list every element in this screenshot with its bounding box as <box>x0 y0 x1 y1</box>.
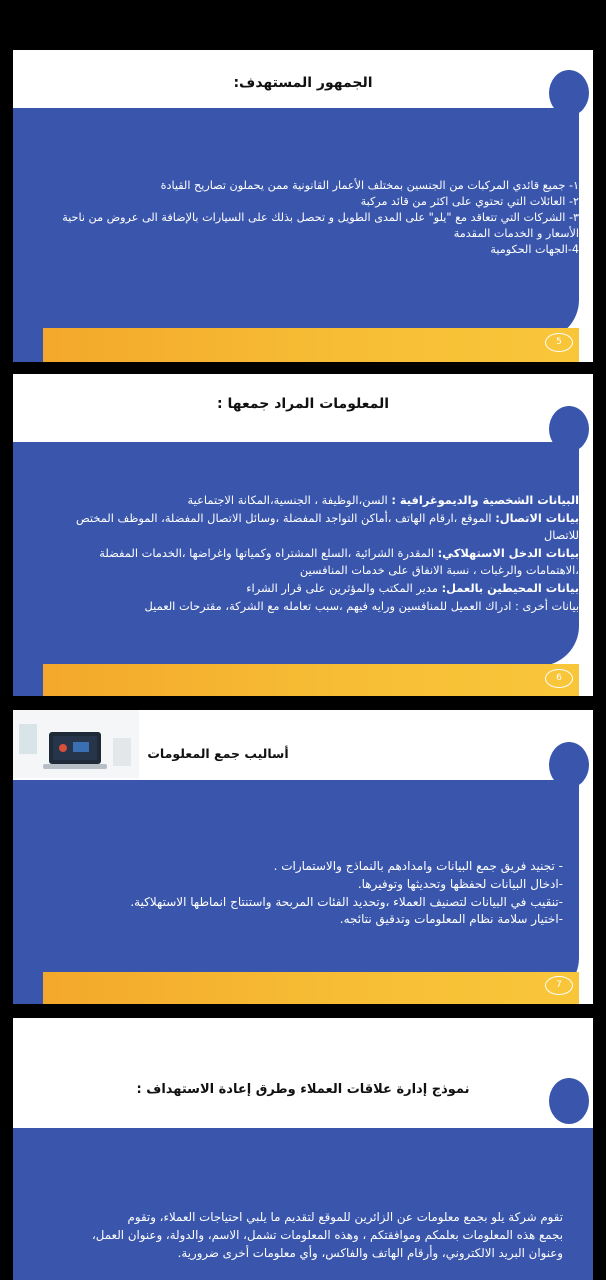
slide-body <box>53 858 563 929</box>
list-item: -تنقيب في البيانات لتصنيف العملاء ،وتحديد الفئات المربحة واستنتاج انماطها الاستهلاكية. <box>130 894 563 909</box>
slide-crm-model <box>13 1018 593 1280</box>
left-bar <box>13 636 43 696</box>
slide-title: المعلومات المراد جمعها : <box>216 396 390 412</box>
list-item: وعنوان البريد الالكتروني، وأرقام الهاتف والفاكس، وأي معلومات أخرى ضرورية. <box>177 1246 563 1260</box>
slide-info-to-collect <box>13 374 593 696</box>
list-item: البيانات الشخصية والديموغرافية : السن،الوظيفة ، الجنسية،المكانة الاجتماعية <box>187 493 579 507</box>
slide-collection-methods: أساليب جمع المعلومات - تجنيد فريق جمع البيانات وامدادهم بالنماذج والاستمارات . -ادخال البيانات لحفظها وتحديثها وتوفيرها. -تنقيب في البيانات لتصنيف العملاء ،وتحديد الفئات المربحة واستنتاج انماطها الاستهلاكية. -اختيار سلامة نظام المعلومات وتدقيق نتائجه. 7 <box>13 710 593 1004</box>
list-item: بيانات أخرى : ادراك العميل للمنافسين ورايه فيهم ،سبب تعامله مع الشركة، مقترحات العميل <box>144 598 579 613</box>
slide-body <box>53 492 579 615</box>
list-item: ٣- الشركات التي تتعاقد مع "يلو" على المدى الطويل و تحصل بذلك على السيارات بالإضافة الى عروض من ناحية الأسعار و الخدمات المقدمة <box>62 211 579 240</box>
page-number: 5 <box>545 333 573 352</box>
left-bar <box>13 950 43 1004</box>
list-item: -اختيار سلامة نظام المعلومات وتدقيق نتائجه. <box>339 912 563 927</box>
corner-blob-icon <box>549 1078 589 1124</box>
list-item: ١- جميع قائدي المركبات من الجنسين بمختلف الأعمار القانونية ممن يحملون تصاريح القيادة <box>160 179 579 192</box>
slide-title: نموذج إدارة علاقات العملاء وطرق إعادة الاستهداف : <box>136 1082 470 1097</box>
list-item: تقوم شركة يلو بجمع معلومات عن الزائرين للموقع لتقديم ما يلبي احتياجات العملاء، وتقوم <box>127 1210 563 1224</box>
page-number: 7 <box>545 976 573 995</box>
slide-title: الجمهور المستهدف: <box>233 75 373 91</box>
left-bar <box>13 300 43 362</box>
page-number: 6 <box>545 669 573 688</box>
list-item: بيانات الدخل الاستهلاكي: المقدرة الشرائية ،السلع المشتراه وكمياتها واغراضها ،الخدمات المفضلة ،الاهتمامات والرغبات ، نسبة الانفاق على خدمات المنافسين <box>99 545 579 578</box>
slide-body <box>53 178 579 258</box>
orange-band <box>13 664 579 696</box>
list-item: 4-الجهات الحكومية <box>490 243 579 256</box>
slide-target-audience <box>13 50 593 362</box>
laptop-image <box>13 710 139 778</box>
list-item: بيانات المحيطين بالعمل: مدير المكتب والمؤثرين على قرار الشراء <box>246 580 579 595</box>
orange-band <box>13 328 579 362</box>
list-item: بيانات الاتصال: الموقع ،ارقام الهاتف ،أماكن التواجد المفضلة ،وسائل الاتصال المفضلة، الموظف المختص للاتصال <box>75 510 579 543</box>
list-item: ٢- العائلات التي تحتوي على اكثر من قائد مركبة <box>360 195 579 208</box>
list-item: - تجنيد فريق جمع البيانات وامدادهم بالنماذج والاستمارات . <box>273 859 563 873</box>
list-item: بجمع هذه المعلومات بعلمكم وموافقتكم ، وهذه المعلومات تشمل، الاسم، والدولة، وعنوان العمل، <box>91 1228 563 1242</box>
list-item: -ادخال البيانات لحفظها وتحديثها وتوفيرها. <box>357 876 563 891</box>
slide-body <box>27 1208 563 1262</box>
orange-band <box>13 972 579 1004</box>
